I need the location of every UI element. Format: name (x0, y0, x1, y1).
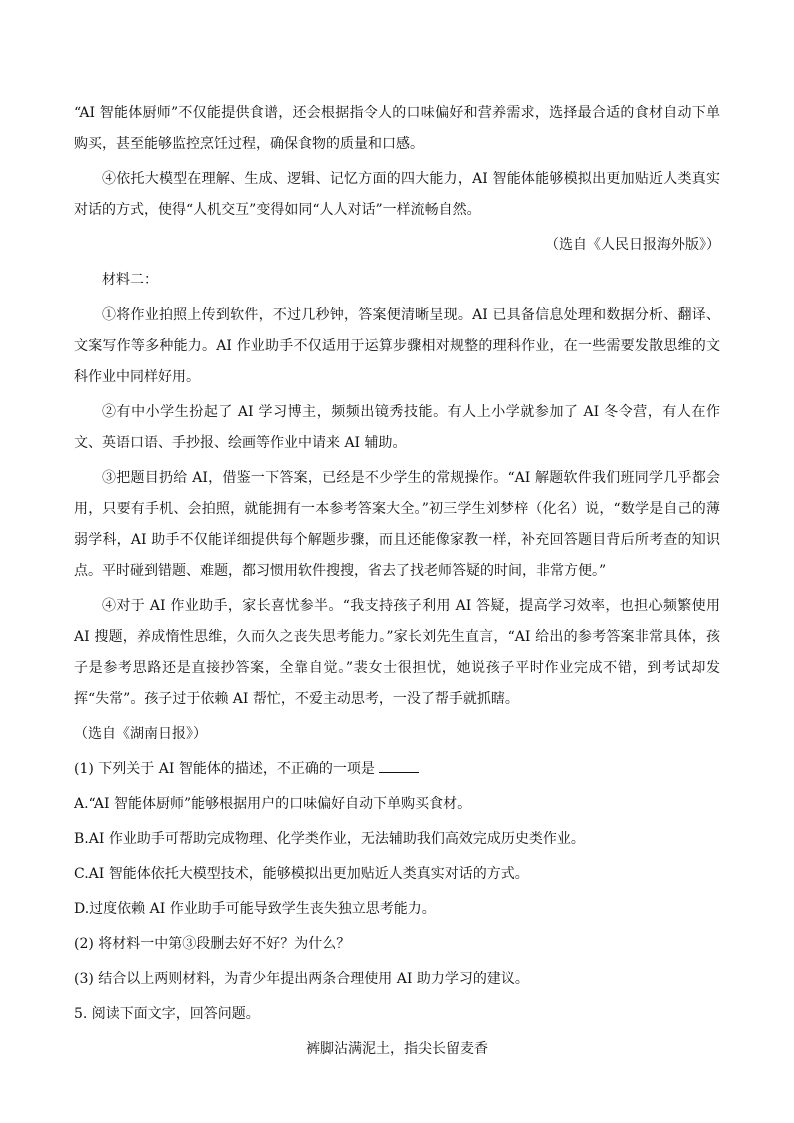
option-c: C.AI 智能体依托大模型技术，能够模拟出更加贴近人类真实对话的方式。 (74, 866, 529, 882)
material2-paragraph-3: ③把题目扔给 AI，借鉴一下答案，已经是不少学生的常规操作。“AI 解题软件我们班同学几乎都会用，只要有手机、会拍照，就能拥有一本参考答案大全。”初三学生刘梦梓（化名）说，“数学是自己的薄弱学科，AI 助手不仅能详细提供每个解题步骤，而且还能像家教一样，补充回答题目背后所考查的知识点。平时碰到错题、难题，都习惯用软件搜搜，省去了找老师答疑的时间，非常方便。” (74, 470, 720, 579)
paragraph-4-material1: ④依托大模型在理解、生成、逻辑、记忆方面的四大能力，AI 智能体能够模拟出更加贴近人类真实对话的方式，使得“人机交互”变得如同“人人对话”一样流畅自然。 (74, 171, 720, 218)
question-1-stem: (1) 下列关于 AI 智能体的描述，不正确的一项是 (74, 761, 375, 777)
next-article-title: 裤脚沾满泥土，指尖长留麦香 (306, 1041, 488, 1057)
option-b: B.AI 作业助手可帮助完成物理、化学类作业，无法辅助我们高效完成历史类作业。 (74, 831, 585, 847)
source-citation-1: （选自《人民日报海外版》） (545, 237, 720, 253)
question-5: 5. 阅读下面文字，回答问题。 (74, 1006, 260, 1022)
material2-paragraph-2: ②有中小学生扮起了 AI 学习博主，频频出镜秀技能。有人上小学就参加了 AI 冬令营，有人在作文、英语口语、手抄报、绘画等作业中请来 AI 辅助。 (74, 404, 720, 451)
material2-paragraph-1: ①将作业拍照上传到软件，不过几秒钟，答案便清晰呈现。AI 已具备信息处理和数据分析、翻译、文案写作等多种能力。AI 作业助手不仅适用于运算步骤相对规整的理科作业，在一些需要发散思维的文科作业中同样好用。 (74, 307, 720, 385)
page-content (74, 98, 720, 1069)
material2-heading: 材料二： (102, 272, 158, 288)
option-a: A.“AI 智能体厨师”能够根据用户的口味偏好自动下单购买食材。 (74, 796, 472, 812)
source-citation-2: （选自《湖南日报》） (74, 726, 207, 742)
answer-blank (379, 758, 419, 773)
material2-paragraph-4: ④对于 AI 作业助手，家长喜忧参半。“我支持孩子利用 AI 答疑，提高学习效率，也担心频繁使用 AI 搜题，养成惰性思维，久而久之丧失思考能力。”家长刘先生直言，“AI 给出的参考答案非常具体，孩子是参考思路还是直接抄答案，全靠自觉。”裴女士很担忧，她说孩子平时作业完成不错，到考试却发挥“失常”。孩子过于依赖 AI 帮忙，不爱主动思考，一没了帮手就抓瞎。 (74, 598, 720, 707)
question-1 (74, 754, 720, 785)
paragraph-ai-chef: “AI 智能体厨师”不仅能提供食谱，还会根据指令人的口味偏好和营养需求，选择最合适的食材自动下单购买，甚至能够监控烹饪过程，确保食物的质量和口感。 (74, 105, 720, 152)
question-3: (3) 结合以上两则材料，为青少年提出两条合理使用 AI 助力学习的建议。 (74, 971, 529, 987)
option-d: D.过度依赖 AI 作业助手可能导致学生丧失独立思考能力。 (74, 901, 436, 917)
question-2: (2) 将材料一中第③段删去好不好？为什么？ (74, 936, 351, 952)
